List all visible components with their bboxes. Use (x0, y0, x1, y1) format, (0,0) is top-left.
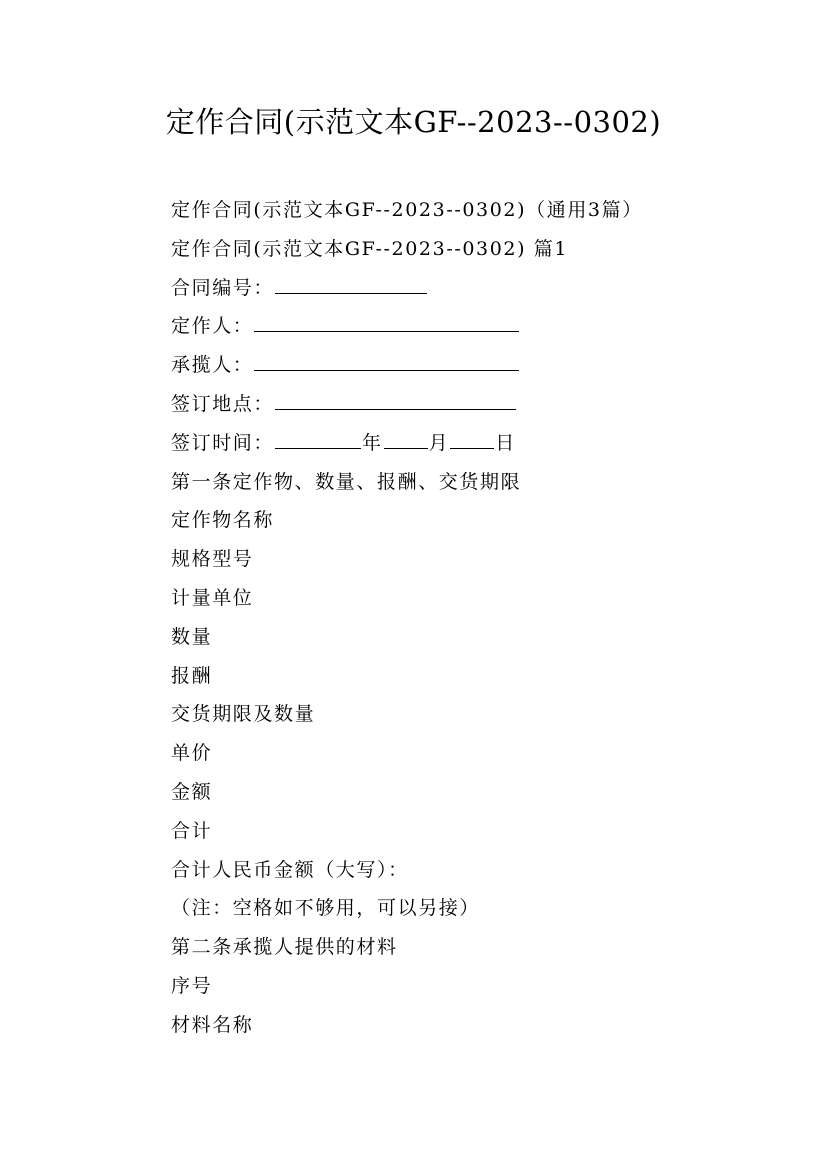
document-body (171, 191, 731, 1045)
day-label: 日 (495, 431, 516, 454)
unit-price-line: 单价 (171, 742, 213, 765)
material-name-line: 材料名称 (171, 1013, 254, 1036)
day-blank (450, 434, 494, 449)
article-1-heading: 第一条定作物、数量、报酬、交货期限 (171, 470, 522, 493)
year-blank (275, 434, 361, 449)
contractor-blank (254, 356, 519, 371)
total-rmb-line: 合计人民币金额（大写）： (171, 858, 409, 881)
year-label: 年 (362, 431, 383, 454)
section-heading: 定作合同(示范文本GF--2023--0302) 篇1 (171, 237, 569, 260)
month-label: 月 (428, 431, 450, 454)
sign-place-label: 签订地点： (171, 392, 275, 415)
remuneration-line: 报酬 (171, 664, 213, 687)
item-name-line: 定作物名称 (171, 509, 275, 532)
total-line: 合计 (171, 819, 213, 842)
subtitle-line: 定作合同(示范文本GF--2023--0302)（通用3篇） (171, 199, 643, 221)
contractor-label: 承揽人： (171, 354, 254, 377)
note-line: （注：空格如不够用，可以另接） (171, 897, 481, 920)
article-2-heading: 第二条承揽人提供的材料 (171, 936, 398, 959)
quantity-line: 数量 (171, 625, 213, 648)
contract-number-blank (275, 279, 427, 294)
contract-number-line (171, 269, 731, 308)
contract-number-label: 合同编号： (171, 276, 275, 299)
sign-place-line (171, 385, 731, 424)
document-title: 定作合同(示范文本GF--2023--0302) (165, 105, 662, 139)
spec-line: 规格型号 (171, 548, 254, 571)
sign-time-label: 签订时间： (171, 431, 275, 454)
amount-line: 金额 (171, 780, 213, 803)
sign-time-line (171, 424, 731, 463)
contractor-line (171, 346, 731, 385)
delivery-line: 交货期限及数量 (171, 703, 316, 726)
orderer-line (171, 307, 731, 346)
orderer-blank (254, 317, 519, 332)
seq-line: 序号 (171, 974, 213, 997)
unit-line: 计量单位 (171, 586, 254, 609)
month-blank (384, 434, 428, 449)
orderer-label: 定作人： (171, 315, 254, 338)
sign-place-blank (275, 395, 516, 410)
